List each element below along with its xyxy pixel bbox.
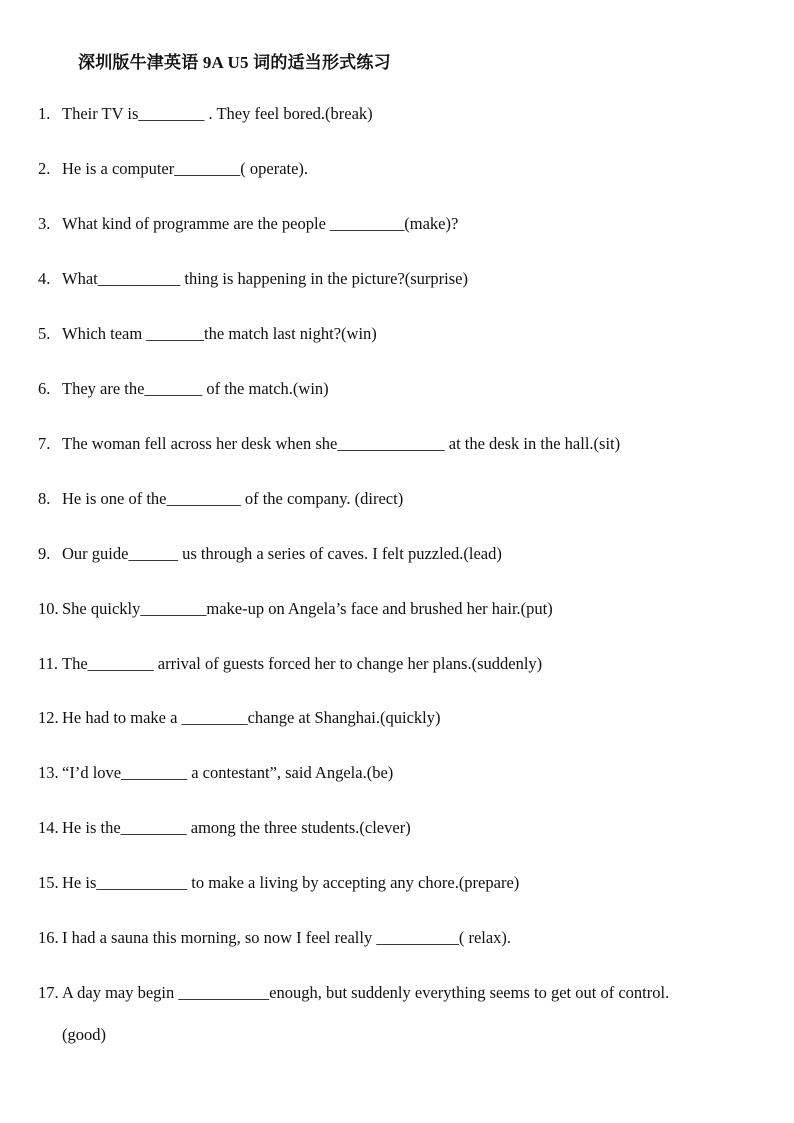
question-text: They are the_______ of the match.(win) — [62, 379, 329, 398]
question-item — [38, 159, 308, 179]
question-text: He is___________ to make a living by accepting any chore.(prepare) — [62, 873, 520, 892]
question-number: 3. — [38, 214, 51, 233]
question-item — [38, 763, 393, 783]
question-item — [38, 654, 542, 674]
question-text: Their TV is________ . They feel bored.(break) — [62, 104, 373, 123]
question-item — [38, 324, 377, 344]
question-number: 4. — [38, 269, 51, 288]
question-number: 12. — [38, 708, 59, 727]
question-number: 15. — [38, 873, 59, 892]
question-number: 8. — [38, 489, 51, 508]
question-number: 6. — [38, 379, 51, 398]
question-text: He is the________ among the three students.(clever) — [62, 818, 411, 837]
question-number: 13. — [38, 763, 59, 782]
question-item — [38, 708, 440, 728]
question-text: What__________ thing is happening in the picture?(surprise) — [62, 269, 468, 288]
question-item — [38, 873, 519, 893]
question-number: 9. — [38, 544, 51, 563]
question-text: I had a sauna this morning, so now I feel really __________( relax). — [62, 928, 512, 947]
question-text: “I’d love________ a contestant”, said Angela.(be) — [62, 763, 394, 782]
question-item — [38, 818, 411, 838]
question-number: 1. — [38, 104, 51, 123]
question-item — [38, 104, 373, 124]
question-number: 14. — [38, 818, 59, 837]
question-number: 7. — [38, 434, 51, 453]
question-text: He is one of the_________ of the company. (direct) — [62, 489, 404, 508]
question-item — [38, 599, 553, 619]
question-text: What kind of programme are the people _________(make)? — [62, 214, 459, 233]
question-text: The________ arrival of guests forced her to change her plans.(suddenly) — [62, 654, 543, 673]
question-text: A day may begin ___________enough, but suddenly everything seems to get out of control. — [62, 983, 670, 1002]
question-text: The woman fell across her desk when she_____________ at the desk in the hall.(sit) — [62, 434, 621, 453]
question-item — [38, 928, 511, 948]
question-text: Which team _______the match last night?(win) — [62, 324, 377, 343]
question-text: She quickly________make-up on Angela’s face and brushed her hair.(put) — [62, 599, 553, 618]
question-text: He had to make a ________change at Shanghai.(quickly) — [62, 708, 441, 727]
question-item — [38, 379, 329, 399]
question-item — [38, 269, 468, 289]
question-item — [38, 434, 620, 454]
page-title: 深圳版牛津英语 9A U5 词的适当形式练习 — [78, 53, 391, 72]
question-number: 5. — [38, 324, 51, 343]
question-text: He is a computer________( operate). — [62, 159, 309, 178]
question-item — [38, 489, 403, 509]
question-number: 17. — [38, 983, 59, 1002]
question-item — [38, 544, 502, 564]
question-number: 16. — [38, 928, 59, 947]
question-number: 10. — [38, 599, 59, 618]
question-continuation: (good) — [62, 1025, 106, 1044]
question-text: Our guide______ us through a series of caves. I felt puzzled.(lead) — [62, 544, 502, 563]
question-number: 11. — [38, 654, 59, 673]
question-item — [38, 214, 458, 234]
question-item — [38, 983, 669, 1003]
question-number: 2. — [38, 159, 51, 178]
